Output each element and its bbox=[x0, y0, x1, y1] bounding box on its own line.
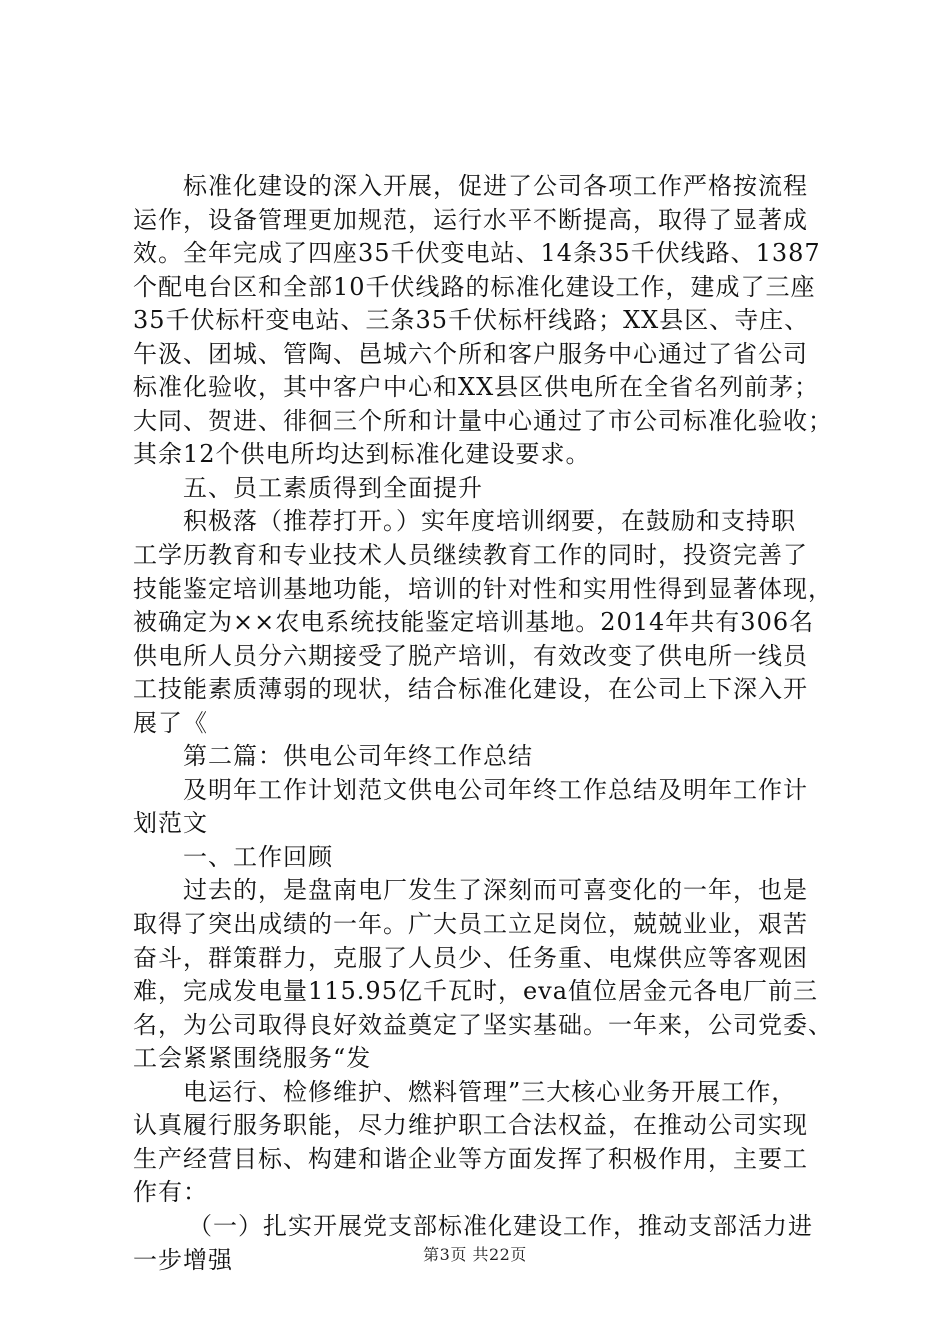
paragraph-line: 奋斗，群策群力，克服了人员少、任务重、电煤供应等客观困 bbox=[133, 943, 808, 972]
paragraph-line: 展了《 bbox=[133, 708, 208, 737]
paragraph-line: 被确定为××农电系统技能鉴定培训基地。2014年共有306名 bbox=[133, 608, 815, 637]
paragraph-line: 划范文 bbox=[133, 809, 208, 838]
paragraph-line: 其余12个供电所均达到标准化建设要求。 bbox=[133, 440, 591, 469]
chapter-heading: 第二篇：供电公司年终工作总结 bbox=[183, 742, 533, 771]
paragraph-line: 大同、贺进、徘徊三个所和计量中心通过了市公司标准化验收； bbox=[133, 406, 833, 435]
paragraph-line: 名，为公司取得良好效益奠定了坚实基础。一年来，公司党委、 bbox=[133, 1010, 833, 1039]
paragraph-line: 运作，设备管理更加规范，运行水平不断提高，取得了显著成 bbox=[133, 205, 808, 234]
section-heading: 一、工作回顾 bbox=[183, 842, 333, 871]
paragraph-line: 积极落（推荐打开。）实年度培训纲要，在鼓励和支持职 bbox=[183, 507, 796, 536]
section-heading: 五、员工素质得到全面提升 bbox=[183, 473, 483, 502]
paragraph-line: 认真履行服务职能，尽力维护职工合法权益，在推动公司实现 bbox=[133, 1111, 808, 1140]
paragraph-line: 工会紧紧围绕服务“发 bbox=[133, 1044, 372, 1073]
document-body bbox=[133, 170, 839, 1277]
subsection-heading: （一）扎实开展党支部标准化建设工作，推动支部活力进 bbox=[188, 1211, 813, 1240]
paragraph-line: 生产经营目标、构建和谐企业等方面发挥了积极作用，主要工 bbox=[133, 1144, 808, 1173]
paragraph-line: 作有： bbox=[133, 1178, 208, 1207]
paragraph-line: 工学历教育和专业技术人员继续教育工作的同时，投资完善了 bbox=[133, 541, 808, 570]
paragraph-line: 供电所人员分六期接受了脱产培训，有效改变了供电所一线员 bbox=[133, 641, 808, 670]
paragraph-line: 电运行、检修维护、燃料管理”三大核心业务开展工作， bbox=[183, 1077, 797, 1106]
paragraph-line: 效。全年完成了四座35千伏变电站、14条35千伏线路、1387 bbox=[133, 239, 821, 268]
page-number-footer: 第3页 共22页 bbox=[423, 1245, 527, 1264]
paragraph-line: 标准化建设的深入开展，促进了公司各项工作严格按流程 bbox=[183, 172, 808, 200]
paragraph-line: 工技能素质薄弱的现状，结合标准化建设，在公司上下深入开 bbox=[133, 675, 808, 704]
paragraph-line: 一步增强 bbox=[133, 1245, 233, 1274]
paragraph-line: 技能鉴定培训基地功能，培训的针对性和实用性得到显著体现， bbox=[133, 574, 833, 603]
paragraph-line: 及明年工作计划范文供电公司年终工作总结及明年工作计 bbox=[183, 775, 808, 804]
paragraph-line: 标准化验收，其中客户中心和XX县区供电所在全省名列前茅； bbox=[133, 373, 820, 402]
paragraph-line: 取得了突出成绩的一年。广大员工立足岗位，兢兢业业，艰苦 bbox=[133, 910, 808, 939]
paragraph-line: 难，完成发电量115.95亿千瓦时，eva值位居金元各电厂前三 bbox=[133, 977, 819, 1006]
paragraph-line: 35千伏标杆变电站、三条35千伏标杆线路；XX县区、寺庄、 bbox=[133, 306, 810, 335]
paragraph-line: 午汲、团城、管陶、邑城六个所和客户服务中心通过了省公司 bbox=[133, 339, 808, 368]
paragraph-line: 个配电台区和全部10千伏线路的标准化建设工作，建成了三座 bbox=[133, 272, 816, 301]
paragraph-line: 过去的，是盘南电厂发生了深刻而可喜变化的一年，也是 bbox=[183, 876, 808, 905]
